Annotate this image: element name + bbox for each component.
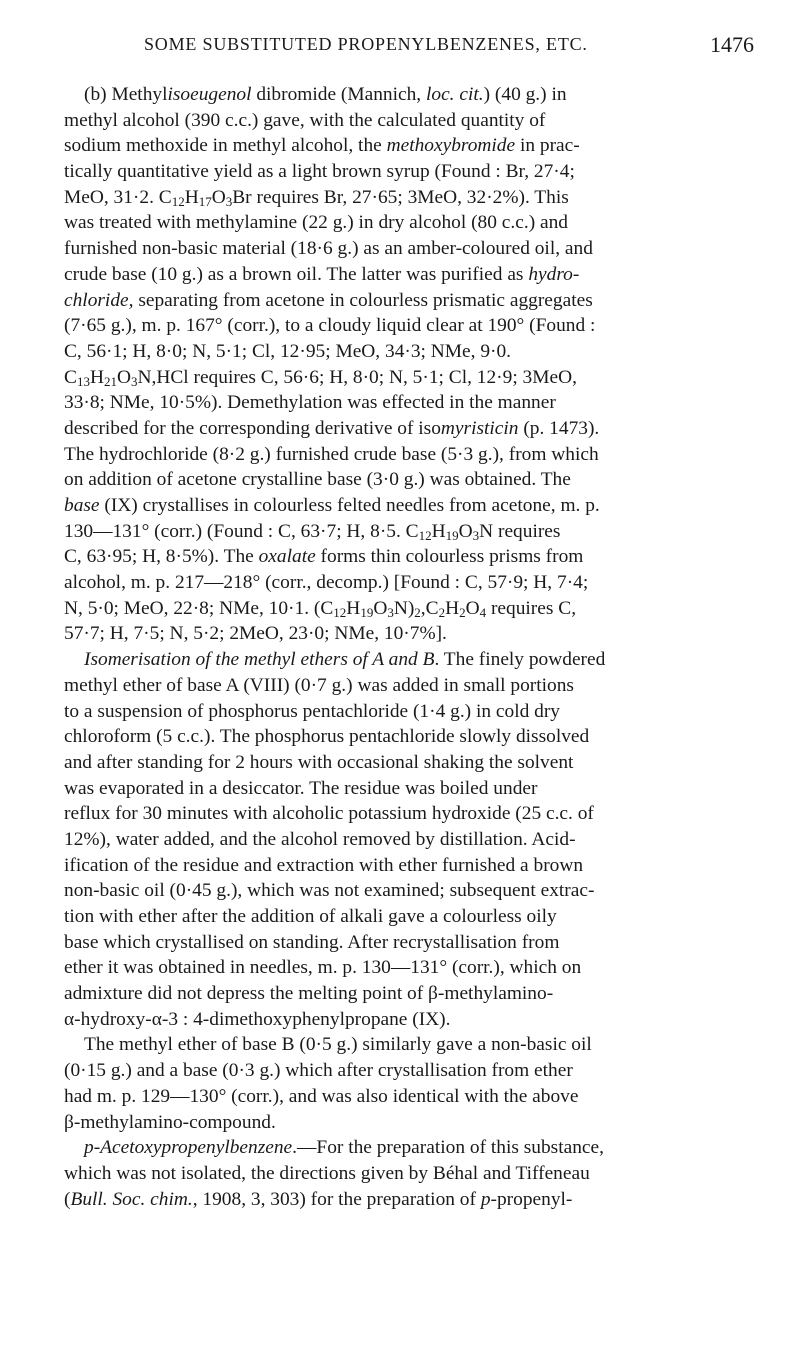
text-line xyxy=(64,467,754,493)
text-line-content: methyl ether of base A (VIII) (0·7 g.) was added in small portions xyxy=(64,674,574,696)
text-line xyxy=(64,1187,754,1213)
text-line xyxy=(64,1135,754,1161)
text-line xyxy=(64,570,754,596)
text-line xyxy=(64,82,754,108)
text-line-content: (b) Methylisoeugenol dibromide (Mannich, loc. cit.) (40 g.) in xyxy=(84,84,567,105)
text-line-content: chloroform (5 c.c.). The phosphorus pentachloride slowly dissolved xyxy=(64,726,590,748)
text-line xyxy=(64,673,754,699)
text-line-content: MeO, 31·2. $C_{12}H_{17}O_3Br$ requires Br, 27·65; 3MeO, 32·2%). This xyxy=(64,186,569,209)
text-line xyxy=(64,1161,754,1187)
running-title: SOME SUBSTITUTED PROPENYLBENZENES, ETC. xyxy=(144,34,588,54)
text-line-content: admixture did not depress the melting point of β-methylamino- xyxy=(64,983,554,1005)
text-line xyxy=(64,442,754,468)
text-line-content: base (IX) crystallises in colourless felted needles from acetone, m. p. xyxy=(64,495,600,516)
text-line xyxy=(64,904,754,930)
page-number: 1476 xyxy=(710,32,754,57)
text-line-content: crude base (10 g.) as a brown oil. The latter was purified as hydro- xyxy=(64,263,580,285)
text-line xyxy=(64,878,754,904)
text-line xyxy=(64,853,754,879)
text-line xyxy=(64,313,754,339)
text-line xyxy=(64,930,754,956)
text-line xyxy=(64,519,754,545)
text-line-content: to a suspension of phosphorus pentachloride (1·4 g.) in cold dry xyxy=(64,700,560,722)
text-line-content: 33·8; NMe, 10·5%). Demethylation was effected in the manner xyxy=(64,392,556,414)
text-line-content: α-hydroxy-α-3 : 4-dimethoxyphenylpropane (IX). xyxy=(64,1008,451,1030)
text-line-content: and after standing for 2 hours with occasional shaking the solvent xyxy=(64,751,574,773)
text-line-content: (7·65 g.), m. p. 167° (corr.), to a cloudy liquid clear at 190° (Found : xyxy=(64,315,596,337)
text-line xyxy=(64,955,754,981)
text-line-content: tically quantitative yield as a light brown syrup (Found : Br, 27·4; xyxy=(64,161,575,183)
text-line xyxy=(64,262,754,288)
text-line-content: 57·7; H, 7·5; N, 5·2; 2MeO, 23·0; NMe, 10·7%]. xyxy=(64,623,447,645)
text-line-content: β-methylamino-compound. xyxy=(64,1111,276,1133)
running-head xyxy=(64,32,754,58)
text-line xyxy=(64,1058,754,1084)
text-line-content: The hydrochloride (8·2 g.) furnished crude base (5·3 g.), from which xyxy=(64,443,599,465)
text-line xyxy=(64,1032,754,1058)
text-line xyxy=(64,365,754,391)
text-line xyxy=(64,596,754,622)
text-line-content: (Bull. Soc. chim., 1908, 3, 303) for the preparation of p-propenyl- xyxy=(64,1188,573,1210)
text-line-content: 130—131° (corr.) (Found : C, 63·7; H, 8·5. $C_{12}H_{19}O_3N$ requires xyxy=(64,520,561,543)
text-line-content: ether it was obtained in needles, m. p. 130—131° (corr.), which on xyxy=(64,957,582,979)
text-line xyxy=(64,724,754,750)
text-line xyxy=(64,133,754,159)
text-line xyxy=(64,210,754,236)
text-line-content: C, 56·1; H, 8·0; N, 5·1; Cl, 12·95; MeO, 34·3; NMe, 9·0. xyxy=(64,340,512,362)
text-line-content: methyl alcohol (390 c.c.) gave, with the calculated quantity of xyxy=(64,109,546,131)
text-line xyxy=(64,981,754,1007)
text-line-content: N, 5·0; MeO, 22·8; NMe, 10·1. $(C_{12}H_{19}O_3N)_2,C_2H_2O_4$ requires C, xyxy=(64,597,577,620)
text-line xyxy=(64,236,754,262)
text-line xyxy=(64,1084,754,1110)
text-line-content: on addition of acetone crystalline base (3·0 g.) was obtained. The xyxy=(64,469,571,491)
text-line xyxy=(64,416,754,442)
text-line xyxy=(64,827,754,853)
text-line-content: sodium methoxide in methyl alcohol, the methoxybromide in prac- xyxy=(64,135,580,157)
text-line xyxy=(64,493,754,519)
text-line xyxy=(64,801,754,827)
text-line-content: was treated with methylamine (22 g.) in dry alcohol (80 c.c.) and xyxy=(64,212,568,234)
text-line xyxy=(64,1110,754,1136)
text-line xyxy=(64,776,754,802)
text-line xyxy=(64,108,754,134)
text-line-content: had m. p. 129—130° (corr.), and was also identical with the above xyxy=(64,1085,579,1107)
text-line-content: ification of the residue and extraction with ether furnished a brown xyxy=(64,854,584,876)
text-line xyxy=(64,390,754,416)
text-line-content: non-basic oil (0·45 g.), which was not examined; subsequent extrac- xyxy=(64,880,595,902)
text-line xyxy=(64,699,754,725)
text-line-content: p-Acetoxypropenylbenzene.—For the preparation of this substance, xyxy=(84,1137,604,1159)
text-line-content: base which crystallised on standing. After recrystallisation from xyxy=(64,931,560,953)
text-line xyxy=(64,159,754,185)
text-line xyxy=(64,544,754,570)
text-line-content: was evaporated in a desiccator. The residue was boiled under xyxy=(64,777,538,799)
text-line-content: reflux for 30 minutes with alcoholic potassium hydroxide (25 c.c. of xyxy=(64,803,594,825)
text-line-content: which was not isolated, the directions given by Béhal and Tiffeneau xyxy=(64,1162,590,1184)
text-line-content: C, 63·95; H, 8·5%). The oxalate forms thin colourless prisms from xyxy=(64,546,584,568)
text-line-content: furnished non-basic material (18·6 g.) as an amber-coloured oil, and xyxy=(64,238,593,260)
article-body xyxy=(64,82,754,1212)
text-line xyxy=(64,621,754,647)
text-line-content: The methyl ether of base B (0·5 g.) similarly gave a non-basic oil xyxy=(84,1034,592,1056)
text-line-content: described for the corresponding derivative of isomyristicin (p. 1473). xyxy=(64,417,600,439)
text-line xyxy=(64,647,754,673)
text-line-content: Isomerisation of the methyl ethers of A and B. The finely powdered xyxy=(84,649,606,671)
text-line-content: chloride, separating from acetone in colourless prismatic aggregates xyxy=(64,289,593,311)
text-line xyxy=(64,185,754,211)
text-line xyxy=(64,288,754,314)
text-line xyxy=(64,1007,754,1033)
text-line-content: (0·15 g.) and a base (0·3 g.) which after crystallisation from ether xyxy=(64,1060,573,1082)
text-line-content: tion with ether after the addition of alkali gave a colourless oily xyxy=(64,906,557,927)
text-line-content: 12%), water added, and the alcohol removed by distillation. Acid- xyxy=(64,828,576,850)
text-line-content: $C_{13}H_{21}O_3N,HCl$ requires C, 56·6; H, 8·0; N, 5·1; Cl, 12·9; 3MeO, xyxy=(64,366,577,389)
text-line xyxy=(64,750,754,776)
text-line-content: alcohol, m. p. 217—218° (corr., decomp.) [Found : C, 57·9; H, 7·4; xyxy=(64,572,589,594)
text-line xyxy=(64,339,754,365)
